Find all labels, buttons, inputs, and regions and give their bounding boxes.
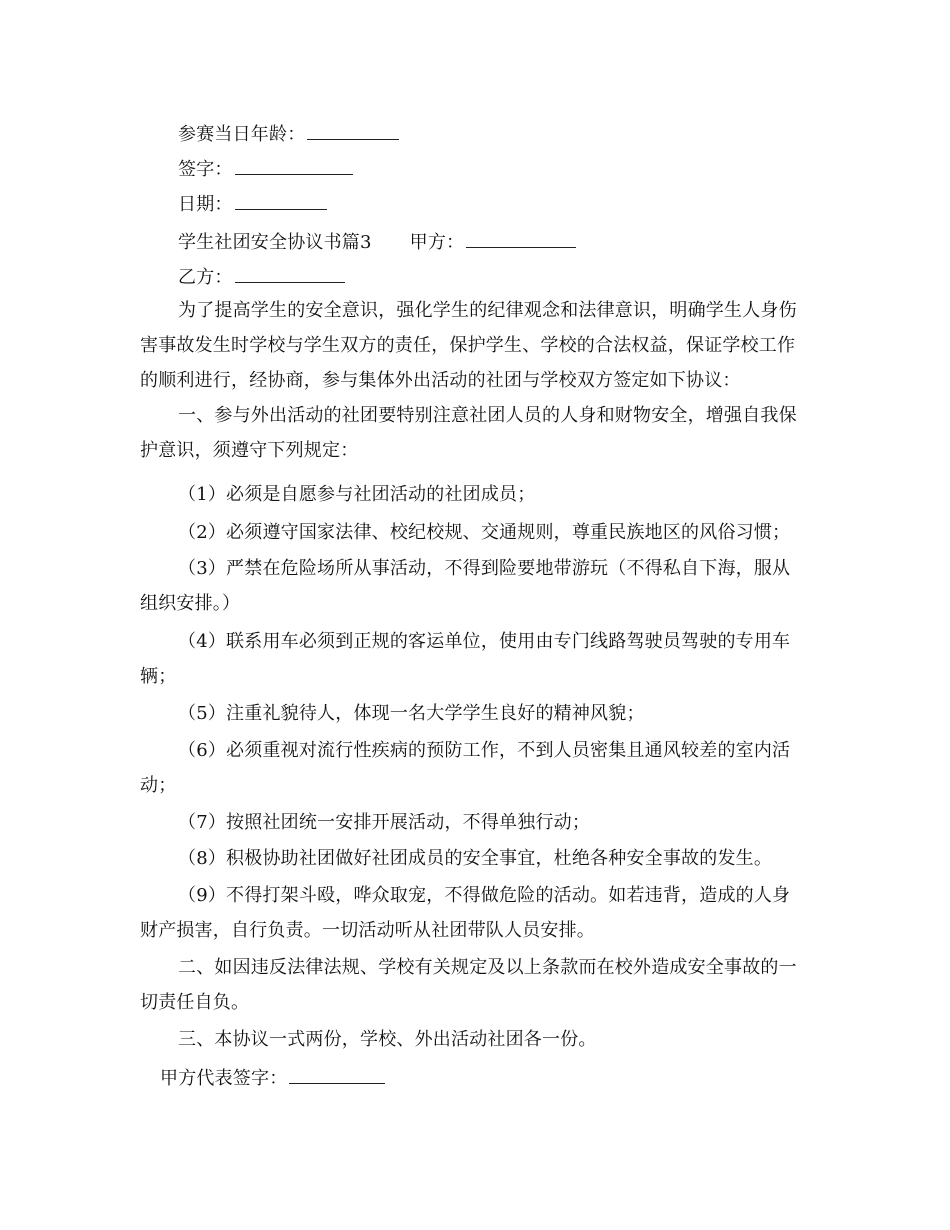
- date-field: [178, 191, 327, 217]
- rule-item-continued: 辆；: [140, 666, 177, 687]
- paragraph-line: 三、本协议一式两份，学校、外出活动社团各一份。: [178, 1029, 597, 1050]
- paragraph-line: 为了提高学生的安全意识，强化学生的纪律观念和法律意识，明确学生人身伤: [178, 300, 797, 321]
- paragraph-line: 害事故发生时学校与学生双方的责任，保护学生、学校的合法权益，保证学校工作: [140, 335, 796, 356]
- signature-blank[interactable]: [235, 156, 353, 175]
- paragraph-line: 的顺利进行，经协商，参与集体外出活动的社团与学校双方签定如下协议：: [140, 370, 741, 391]
- rule-item: （6）必须重视对流行性疾病的预防工作，不到人员密集且通风较差的室内活: [178, 740, 791, 761]
- paragraph-line: 护意识，须遵守下列规定：: [140, 440, 359, 461]
- paragraph-line: 一、参与外出活动的社团要特别注意社团人员的人身和财物安全，增强自我保: [178, 405, 797, 426]
- party-a-representative-field: [160, 1065, 385, 1091]
- rule-item-continued: 组织安排。）: [140, 593, 241, 614]
- rule-item: （2）必须遵守国家法律、校纪校规、交通规则，尊重民族地区的风俗习惯；: [178, 522, 791, 543]
- party-b-blank[interactable]: [235, 264, 345, 283]
- rule-item-continued: 财产损害，自行负责。一切活动听从社团带队人员安排。: [140, 920, 595, 941]
- age-blank[interactable]: [307, 121, 399, 140]
- party-a-blank[interactable]: [466, 229, 576, 248]
- rule-item: （8）积极协助社团做好社团成员的安全事宜，杜绝各种安全事故的发生。: [178, 848, 773, 869]
- age-label: 参赛当日年龄：: [178, 124, 306, 145]
- rule-item: （9）不得打架斗殴，哗众取宠，不得做危险的活动。如若违背，造成的人身: [178, 885, 791, 906]
- rule-item-continued: 动；: [140, 775, 177, 796]
- signature-label: 签字：: [178, 159, 233, 180]
- date-blank[interactable]: [235, 191, 327, 210]
- rule-item: （5）注重礼貌待人，体现一名大学学生良好的精神风貌；: [178, 703, 645, 724]
- party-a-representative-label: 甲方代表签字：: [160, 1068, 288, 1089]
- section-heading-line: [178, 229, 576, 255]
- age-field: [178, 121, 399, 147]
- party-a-representative-blank[interactable]: [289, 1065, 385, 1084]
- date-label: 日期：: [178, 194, 233, 215]
- rule-item: （4）联系用车必须到正规的客运单位，使用由专门线路驾驶员驾驶的专用车: [178, 631, 791, 652]
- signature-field: [178, 156, 353, 182]
- section-title: 学生社团安全协议书篇3: [178, 232, 372, 253]
- paragraph-line: 二、如因违反法律法规、学校有关规定及以上条款而在校外造成安全事故的一: [178, 957, 797, 978]
- party-b-field: [178, 264, 345, 290]
- rule-item: （3）严禁在危险场所从事活动，不得到险要地带游玩（不得私自下海，服从: [178, 558, 791, 579]
- rule-item: （1）必须是自愿参与社团活动的社团成员；: [178, 484, 536, 505]
- party-a-label: 甲方：: [409, 232, 465, 253]
- party-b-label: 乙方：: [178, 267, 233, 288]
- rule-item: （7）按照社团统一安排开展活动，不得单独行动；: [178, 812, 591, 833]
- paragraph-line: 切责任自负。: [140, 992, 250, 1013]
